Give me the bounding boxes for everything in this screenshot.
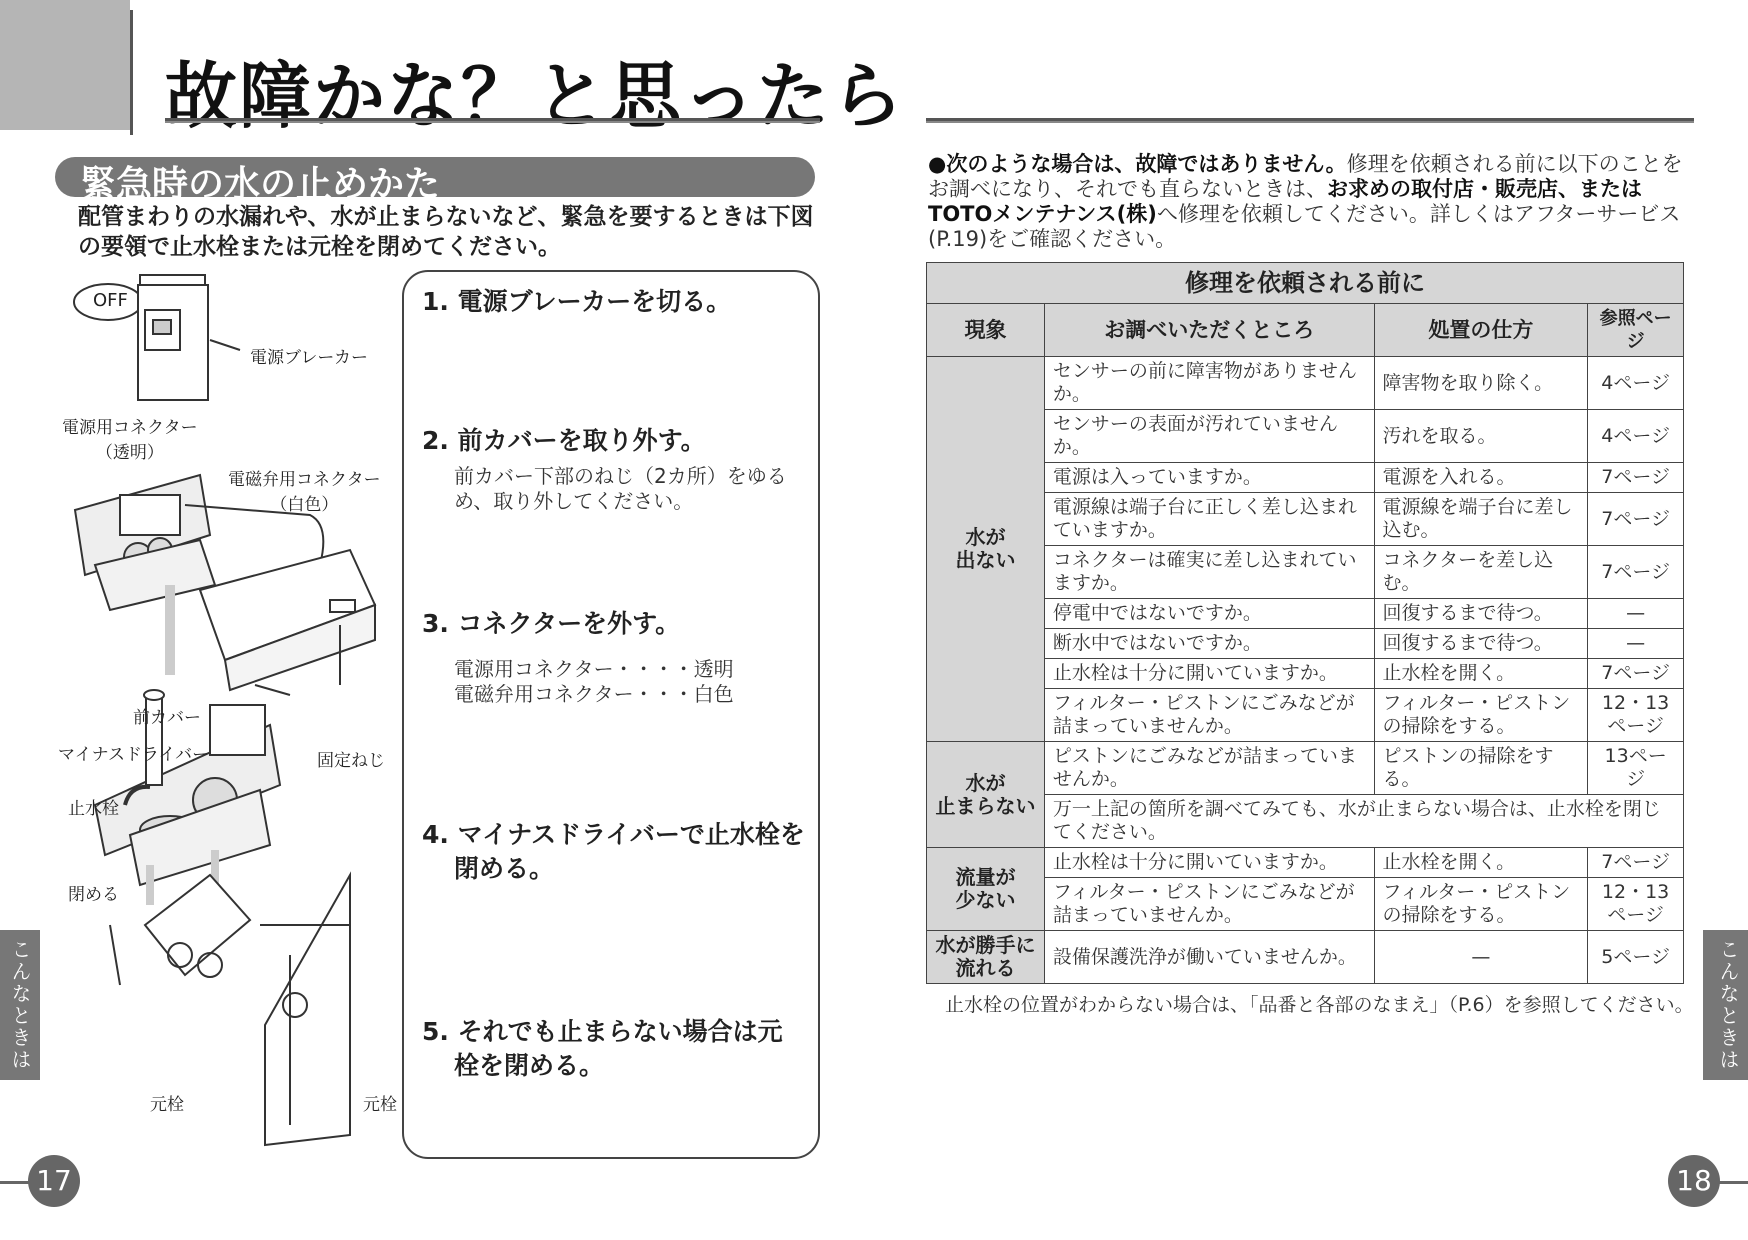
page-cell: 7ページ bbox=[1588, 463, 1684, 493]
action-cell: 止水栓を開く。 bbox=[1374, 848, 1588, 878]
valve-connector-label: 電磁弁用コネクター （白色） bbox=[228, 470, 381, 515]
header-phenomenon: 現象 bbox=[927, 304, 1045, 357]
footnote: 止水栓の位置がわからない場合は、「品番と各部のなまえ」（P.6）を参照してください。 bbox=[945, 994, 1694, 1016]
main-valve-label-left: 元栓 bbox=[150, 1095, 184, 1115]
fixing-screw-label: 固定ねじ bbox=[317, 751, 385, 771]
notice-bold-1: ●次のような場合は、故障ではありません。 bbox=[928, 152, 1347, 176]
notice-text-1: 修理を依頼される前に以下のことをお調べになり、それでも直らないときは、 bbox=[928, 152, 1683, 201]
action-cell: 電源線を端子台に差し込む。 bbox=[1374, 493, 1588, 546]
action-cell: 汚れを取る。 bbox=[1374, 410, 1588, 463]
note-cell: 万一上記の箇所を調べてみても、水が止まらない場合は、止水栓を閉じてください。 bbox=[1044, 795, 1683, 848]
phenomenon-cell: 流量が 少ない bbox=[927, 848, 1045, 931]
notice-text-2: へ修理を依頼してください。詳しくはアフターサービス(P.19)をご確認ください。 bbox=[928, 202, 1681, 251]
page-cell: 7ページ bbox=[1588, 493, 1684, 546]
action-cell: — bbox=[1374, 931, 1588, 984]
close-label: 閉める bbox=[68, 885, 119, 905]
check-cell: 断水中ではないですか。 bbox=[1044, 629, 1374, 659]
step-1 bbox=[422, 285, 807, 319]
page-cell: 5ページ bbox=[1588, 931, 1684, 984]
action-cell: フィルター・ピストンの掃除をする。 bbox=[1374, 689, 1588, 742]
step-title: 4. マイナスドライバーで止水栓を閉める。 bbox=[422, 820, 805, 883]
page-cell: 13ページ bbox=[1588, 742, 1684, 795]
page-title: 故障かな？と思ったら bbox=[165, 54, 906, 138]
step-5 bbox=[422, 1015, 807, 1083]
table-row bbox=[927, 848, 1684, 878]
check-cell: 止水栓は十分に開いていますか。 bbox=[1044, 659, 1374, 689]
table-row bbox=[927, 742, 1684, 795]
right-header-rule bbox=[926, 118, 1694, 123]
table-header-row bbox=[927, 304, 1684, 357]
breaker-label: 電源ブレーカー bbox=[250, 348, 368, 368]
step-title: 3. コネクターを外す。 bbox=[422, 609, 681, 638]
off-label: OFF bbox=[93, 290, 128, 311]
page-cell: 7ページ bbox=[1588, 659, 1684, 689]
intro-text: 配管まわりの水漏れや、水が止まらないなど、緊急を要するときは下図の要領で止水栓または元栓を閉めてください。 bbox=[78, 204, 814, 260]
step-title: 1. 電源ブレーカーを切る。 bbox=[422, 287, 732, 316]
title-underline bbox=[165, 118, 820, 123]
driver-label: マイナスドライバー bbox=[58, 745, 210, 765]
page-cell: 4ページ bbox=[1588, 357, 1684, 410]
step-title: 5. それでも止まらない場合は元栓を閉める。 bbox=[422, 1017, 783, 1080]
action-cell: 回復するまで待つ。 bbox=[1374, 599, 1588, 629]
step-2 bbox=[422, 424, 807, 514]
page-cell: 7ページ bbox=[1588, 546, 1684, 599]
check-cell: 電源線は端子台に正しく差し込まれていますか。 bbox=[1044, 493, 1374, 546]
page-cell: 7ページ bbox=[1588, 848, 1684, 878]
step-3 bbox=[422, 607, 807, 707]
notice-bold-2: お求めの取付店・販売店、またはTOTOメンテナンス(株) bbox=[928, 177, 1642, 226]
header-check: お調べいただくところ bbox=[1044, 304, 1374, 357]
side-tab-left: こんなときは bbox=[0, 930, 40, 1080]
step-description: 前カバー下部のねじ（2カ所）をゆるめ、取り外してください。 bbox=[454, 464, 787, 513]
page-number-right: 18 bbox=[1668, 1155, 1720, 1207]
section-title: 緊急時の水の止めかた bbox=[80, 164, 441, 205]
phenomenon-cell: 水が勝手に 流れる bbox=[927, 931, 1045, 984]
side-tab-right: こんなときは bbox=[1703, 930, 1748, 1080]
action-cell: 止水栓を開く。 bbox=[1374, 659, 1588, 689]
action-cell: コネクターを差し込む。 bbox=[1374, 546, 1588, 599]
check-cell: 電源は入っていますか。 bbox=[1044, 463, 1374, 493]
breaker-box bbox=[138, 285, 208, 400]
page-cell: — bbox=[1588, 629, 1684, 659]
check-cell: フィルター・ピストンにごみなどが詰まっていませんか。 bbox=[1044, 689, 1374, 742]
page-cell: 4ページ bbox=[1588, 410, 1684, 463]
check-cell: フィルター・ピストンにごみなどが詰まっていませんか。 bbox=[1044, 878, 1374, 931]
stop-valve-label: 止水栓 bbox=[68, 799, 119, 819]
header-page: 参照ページ bbox=[1588, 304, 1684, 357]
action-cell: ピストンの掃除をする。 bbox=[1374, 742, 1588, 795]
page-cell: — bbox=[1588, 599, 1684, 629]
action-cell: 電源を入れる。 bbox=[1374, 463, 1588, 493]
table-caption: 修理を依頼される前に bbox=[927, 263, 1684, 304]
page-number-left: 17 bbox=[28, 1155, 80, 1207]
valve-illustration bbox=[50, 265, 400, 1165]
check-cell: ピストンにごみなどが詰まっていませんか。 bbox=[1044, 742, 1374, 795]
check-cell: センサーの表面が汚れていませんか。 bbox=[1044, 410, 1374, 463]
check-cell: センサーの前に障害物がありませんか。 bbox=[1044, 357, 1374, 410]
page-cell: 12・13 ページ bbox=[1588, 878, 1684, 931]
action-cell: フィルター・ピストンの掃除をする。 bbox=[1374, 878, 1588, 931]
check-cell: 停電中ではないですか。 bbox=[1044, 599, 1374, 629]
notice-text bbox=[928, 152, 1683, 252]
check-cell: コネクターは確実に差し込まれていますか。 bbox=[1044, 546, 1374, 599]
header-corner-block bbox=[0, 0, 130, 130]
action-cell: 障害物を取り除く。 bbox=[1374, 357, 1588, 410]
phenomenon-cell: 水が 出ない bbox=[927, 357, 1045, 742]
step-4 bbox=[422, 818, 807, 886]
page-number-rule-left bbox=[0, 1181, 30, 1184]
header-action: 処置の仕方 bbox=[1374, 304, 1588, 357]
troubleshooting-table bbox=[926, 262, 1684, 984]
phenomenon-cell: 水が 止まらない bbox=[927, 742, 1045, 848]
table-row bbox=[927, 931, 1684, 984]
front-cover-label: 前カバー bbox=[133, 708, 201, 728]
action-cell: 回復するまで待つ。 bbox=[1374, 629, 1588, 659]
power-connector-label: 電源用コネクター （透明） bbox=[62, 418, 198, 463]
main-valve-label-right: 元栓 bbox=[363, 1095, 397, 1115]
page-number-rule-right bbox=[1718, 1181, 1748, 1184]
page-cell: 12・13 ページ bbox=[1588, 689, 1684, 742]
table-row bbox=[927, 357, 1684, 410]
check-cell: 止水栓は十分に開いていますか。 bbox=[1044, 848, 1374, 878]
step-title: 2. 前カバーを取り外す。 bbox=[422, 426, 706, 455]
step-description: 電源用コネクター・・・・透明 電磁弁用コネクター・・・白色 bbox=[454, 657, 734, 706]
check-cell: 設備保護洗浄が働いていませんか。 bbox=[1044, 931, 1374, 984]
header-corner-divider bbox=[130, 10, 133, 135]
